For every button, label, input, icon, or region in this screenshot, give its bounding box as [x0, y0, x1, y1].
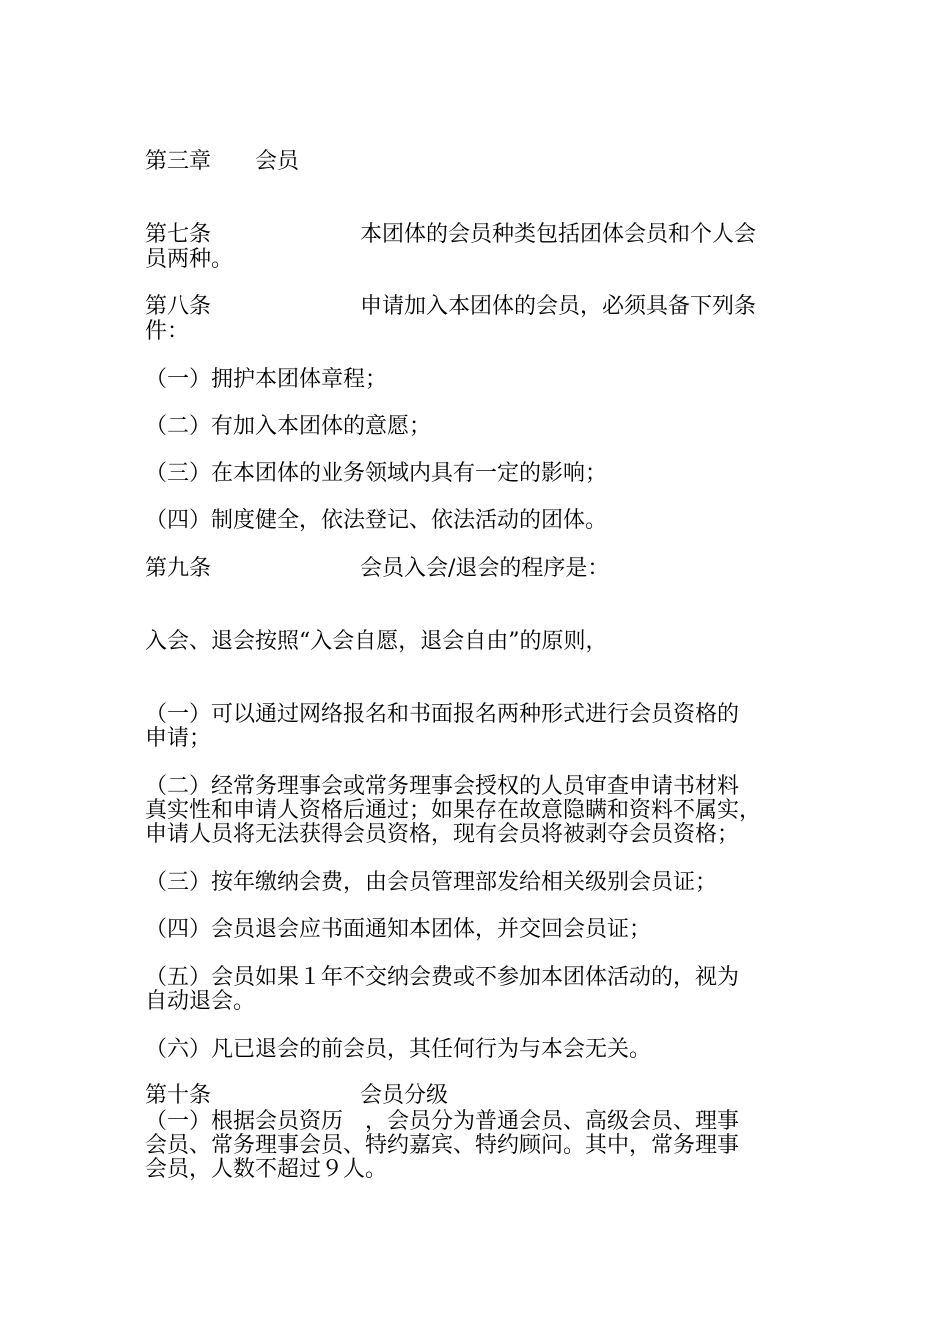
article-9-item-line: 申请人员将无法获得会员资格，现有会员将被剥夺会员资格； [145, 822, 740, 847]
article-7-number: 第七条 [145, 222, 212, 247]
article-8-item: （一）拥护本团体章程； [145, 367, 388, 392]
article-7-text-line2: 员两种。 [145, 247, 234, 272]
article-9-text: 会员入会/退会的程序是： [360, 556, 610, 581]
article-9-item-line: （一）可以通过网络报名和书面报名两种形式进行会员资格的 [145, 702, 740, 727]
article-8-text-line2: 件： [145, 319, 190, 344]
article-10-number: 第十条 [145, 1083, 212, 1108]
article-9-number: 第九条 [145, 556, 212, 581]
article-10-text: 会员分级 [360, 1083, 449, 1108]
article-9-item-line: 申请； [145, 726, 212, 751]
article-9-item-line: （五）会员如果１年不交纳会费或不参加本团体活动的，视为 [145, 965, 740, 990]
article-8-item: （二）有加入本团体的意愿； [145, 414, 432, 439]
article-9-item-line: （二）经常务理事会或常务理事会授权的人员审查申请书材料 [145, 774, 740, 799]
chapter-heading [145, 150, 299, 174]
article-8-number: 第八条 [145, 294, 212, 319]
article-9-item-line: （六）凡已退会的前会员，其任何行为与本会无关。 [145, 1037, 652, 1062]
article-10-item-line: 会员、常务理事会员、特约嘉宾、特约顾问。其中，常务理事 [145, 1133, 740, 1158]
article-9-principle: 入会、退会按照“入会自愿，退会自由”的原则， [145, 629, 608, 654]
article-9-item-line: （三）按年缴纳会费，由会员管理部发给相关级别会员证； [145, 870, 718, 895]
article-7-text-line1: 本团体的会员种类包括团体会员和个人会 [360, 222, 757, 247]
article-8-item: （三）在本团体的业务领域内具有一定的影响； [145, 461, 608, 486]
chapter-title: 会员 [255, 149, 300, 174]
article-9-item-line: 自动退会。 [145, 989, 256, 1014]
article-9-item-line: （四）会员退会应书面通知本团体，并交回会员证； [145, 917, 652, 942]
article-8-text-line1: 申请加入本团体的会员，必须具备下列条 [360, 294, 757, 319]
chapter-number: 第三章 [145, 149, 212, 174]
article-8-item: （四）制度健全，依法登记、依法活动的团体。 [145, 508, 608, 533]
article-10-item-line: 会员，人数不超过９人。 [145, 1157, 388, 1182]
article-9-item-line: 真实性和申请人资格后通过；如果存在故意隐瞒和资料不属实， [145, 798, 762, 823]
article-10-item-line: （一）根据会员资历 ，会员分为普通会员、高级会员、理事 [145, 1109, 740, 1134]
